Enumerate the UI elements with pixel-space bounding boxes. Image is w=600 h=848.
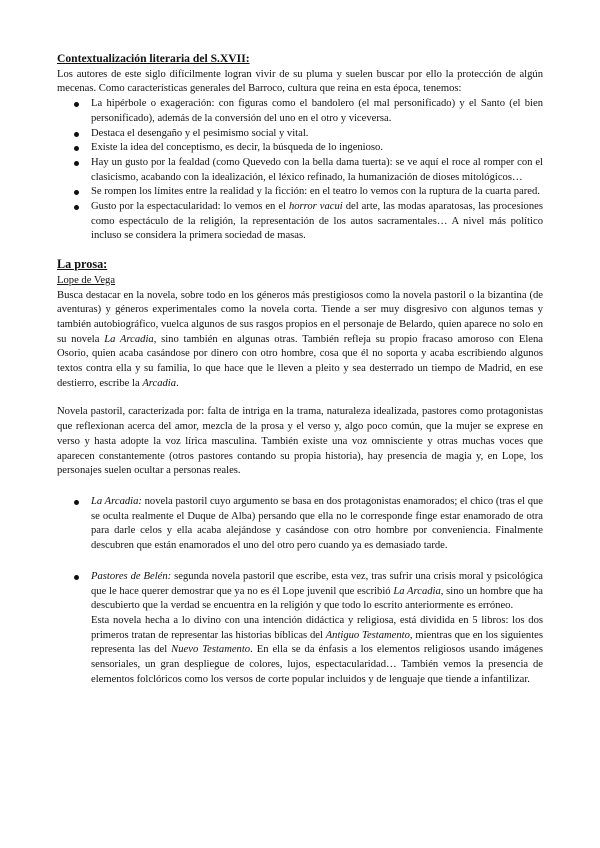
bullet-icon <box>74 575 79 580</box>
section-heading-context: Contextualización literaria del S.XVII: <box>57 52 250 65</box>
bullet-icon <box>74 102 79 107</box>
list-item: Destaca el desengaño y el pesimismo social y vital. <box>57 127 543 142</box>
list-item: Se rompen los límites entre la realidad y la ficción: en el teatro lo vemos con la ruptura de la cuarta pared. <box>57 185 543 200</box>
bullet-icon <box>74 132 79 137</box>
novels-list <box>57 495 543 554</box>
section-heading-prose: La prosa: <box>57 257 108 272</box>
list-item: Hay un gusto por la fealdad (como Quevedo con la bella dama tuerta): se ve aquí el roce al romper con el clasicismo, acabando con la idealización, el léxico refinado, la humanización de dioses mitológicos… <box>57 156 543 185</box>
list-item: La hipérbole o exageración: con figuras como el bandolero (el mal personificado) y el Santo (el bien personificado), además de la conversión del uno en el otro y viceversa. <box>57 97 543 126</box>
list-item: Pastores de Belén: segunda novela pastoril que escribe, esta vez, tras sufrir una crisis moral y psicológica que le hace querer demostrar que ya no es él Lope juvenil que escribió La Arcadia, sino un hombre que ha descubierto que la verdad se encuentra en la religión y que todo lo escrito anteriormente es erróneo. Esta novela hecha a lo divino con una intención didáctica y religiosa, está dividida en 5 libros: los dos primeros tratan de representar las historias bíblicas del Antiguo Testamento, mientras que en los siguientes representa las del Nuevo Testamento. En ella se da énfasis a los elementos religiosos usando imágenes sensoriales, un gran despliegue de colores, lujos, espectacularidad… También vemos la presencia de elementos folclóricos como los versos de corte popular incluidos y de lenguaje que tiende a infantilizar. <box>57 570 543 688</box>
bullet-icon <box>74 146 79 151</box>
pastoral-novel-paragraph: Novela pastoril, caracterizada por: falta de intriga en la trama, naturaleza idealizada, pastores como protagonistas que reflexionan acerca del amor, mezcla de la prosa y el verso y, algo poco común, que la mujer se exprese en verso y hasta adopte la voz lírica masculina. También existe una voz omnisciente y otras muchas voces que aparecen constantemente (otros pastores contando su propia historia), hay presencia de magia y, en Lope, los personajes suelen ocultar a personas reales. <box>57 406 543 477</box>
bullet-icon <box>74 205 79 210</box>
baroque-features-list <box>57 97 543 244</box>
novels-list-2 <box>57 570 543 688</box>
intro-paragraph: Los autores de este siglo difícilmente logran vivir de su pluma y suelen buscar por ello la protección de algún mecenas. Como características generales del Barroco, cultura que reina en esta época, tenemos: <box>57 68 543 95</box>
list-item: Existe la idea del conceptismo, es decir, la búsqueda de lo ingenioso. <box>57 141 543 156</box>
bullet-icon <box>74 500 79 505</box>
bullet-icon <box>74 161 79 166</box>
bullet-icon <box>74 190 79 195</box>
list-item: Gusto por la espectacularidad: lo vemos en el horror vacui del arte, las modas aparatosas, las procesiones como espectáculo de la religión, la representación de los autos sacramentales… A nivel más político incluso se considera la primera sociedad de masas. <box>57 200 543 244</box>
lope-paragraph: Busca destacar en la novela, sobre todo en los géneros más prestigiosos como la novela pastoril o la bizantina (de aventuras) y géneros experimentales como la novela corta. Tiende a ser muy disgresivo con algunos temas y también autobiográfico, vuelca algunos de sus rasgos propios en el personaje de Belardo, quien aparece no solo en su novela La Arcadia, sino también en algunas otras. También refleja su propio fracaso amoroso con Elena Osorio, quien acaba casándose por dinero con otro hombre, cosa que él no soporta y acaba escribiendo algunos textos contra ella y su familia, lo que hace que le lleven a pleito y sea desterrado un tiempo de Madrid, en ese destierro, escribe la Arcadia. <box>57 289 543 389</box>
list-item: La Arcadia: novela pastoril cuyo argumento se basa en dos protagonistas enamorados; el chico (tras el que se oculta realmente el Duque de Alba) persando que ella no le corresponde finge estar enamorado de otra para darle celos y ella acaba alejándose y casándose con otro hombre por conveniencia. Finalmente descubren que están enamorados el uno del otro pero cuando ya es demasiado tarde. <box>57 495 543 554</box>
subheading-lope: Lope de Vega <box>57 274 116 286</box>
document-page <box>57 52 543 687</box>
